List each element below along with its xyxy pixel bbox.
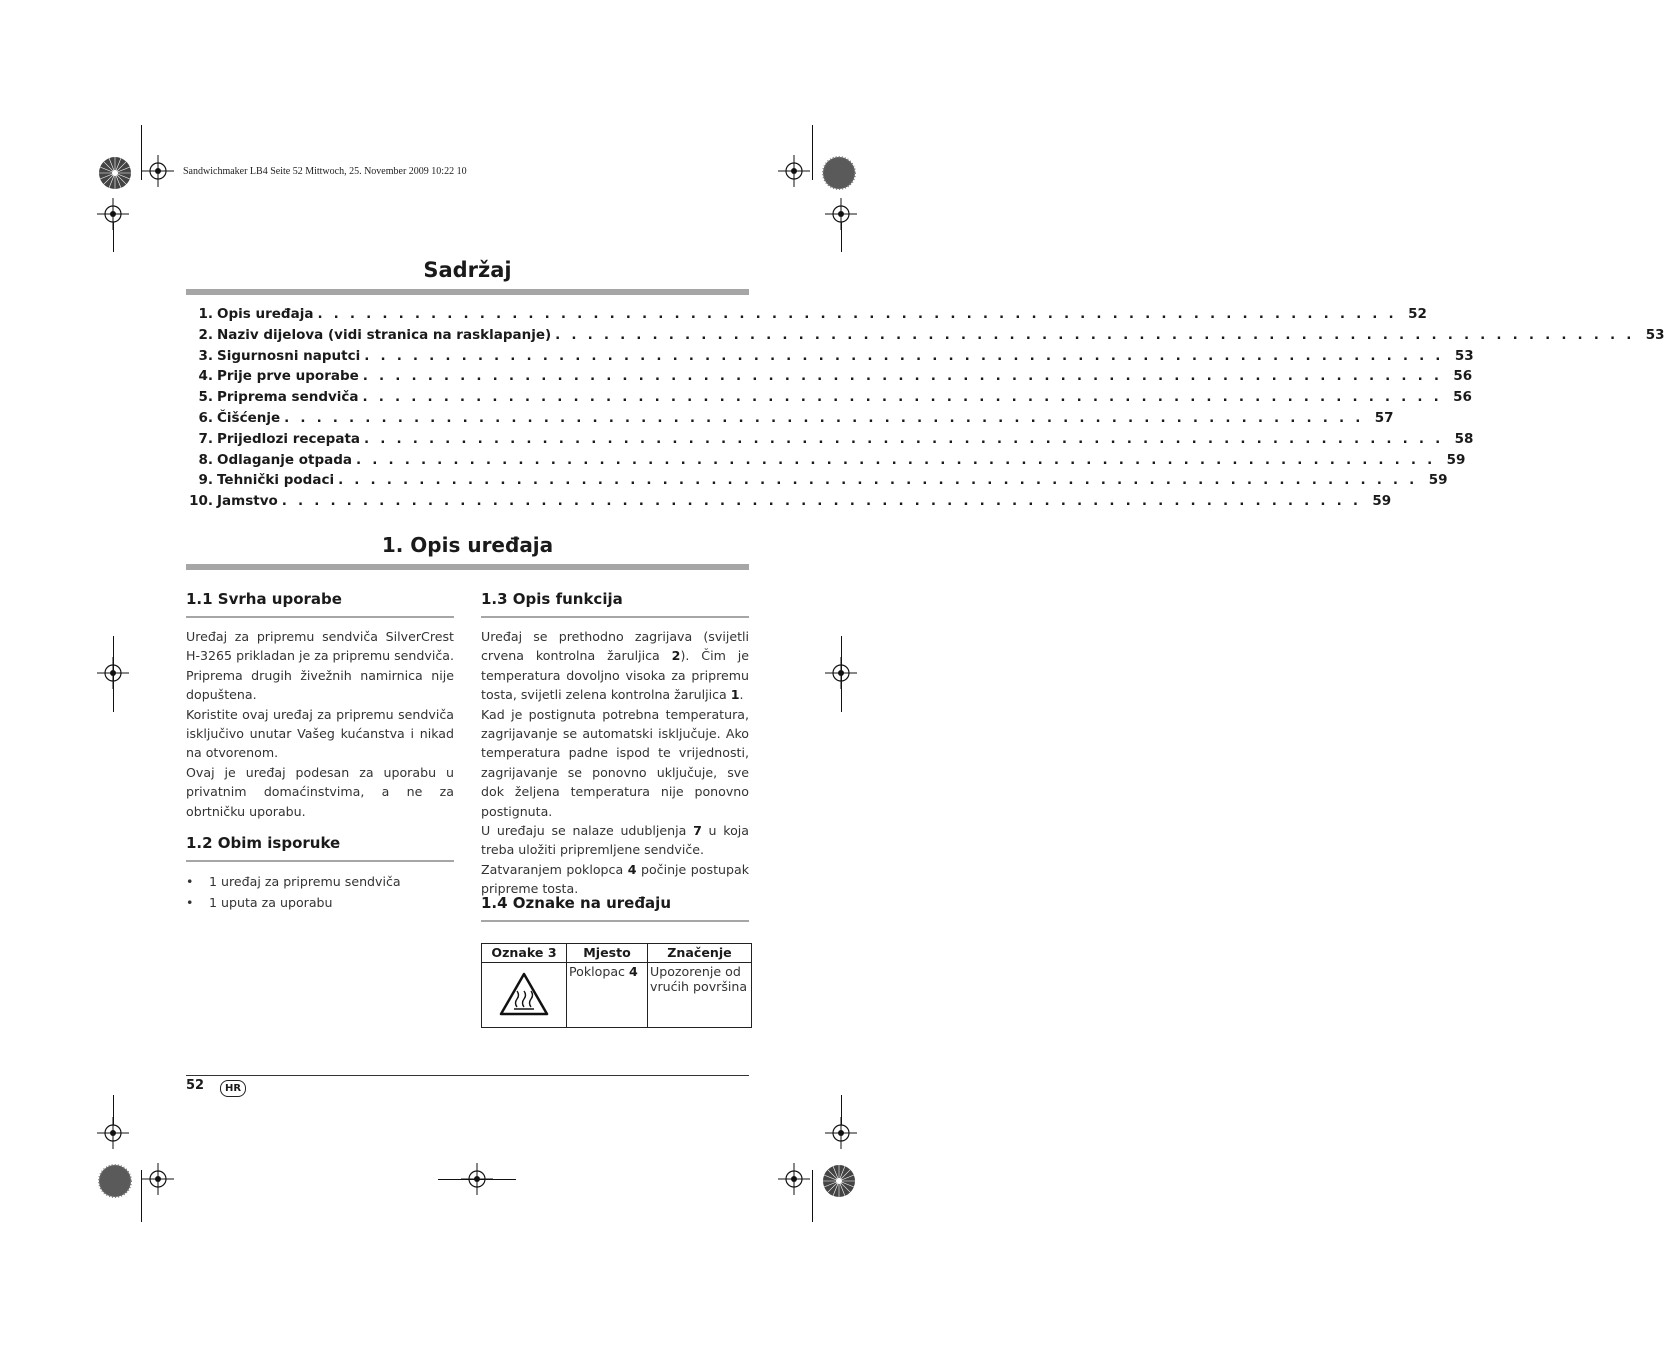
subsection-rule bbox=[186, 616, 454, 618]
device-markings-table bbox=[481, 943, 752, 1028]
subsection-heading: 1.4 Oznake na uređaju bbox=[481, 894, 671, 912]
toc-title: Sadržaj bbox=[423, 258, 512, 282]
subsection-rule bbox=[481, 616, 749, 618]
list-item: • 1 uređaj za pripremu sendviča bbox=[186, 874, 401, 889]
text-block bbox=[481, 627, 749, 899]
text-block bbox=[186, 627, 454, 821]
crop-line bbox=[113, 1095, 114, 1125]
list-item: • 1 uputa za uporabu bbox=[186, 894, 333, 910]
table-cell: Poklopac 4 bbox=[567, 963, 648, 1028]
crosshair-mark-icon bbox=[778, 155, 810, 187]
table-cell: Upozorenje od vrućih površina bbox=[648, 963, 752, 1028]
toc-entry[interactable]: 6. Čišćenje . . . . . . . . . . . . . . . . . . . . . . . . . . . . . . . . . . . . . . . . . . . . . . . . . . . . . . . . . . . . . . . . . . . 57 bbox=[198, 409, 1394, 426]
paragraph: Uređaj se prethodno zagrijava (svijetli crvena kontrolna žaruljica 2). Čim je temperatura dovoljno visoka za pripremu tosta, svijetli zelena kontrolna žaruljica 1. bbox=[481, 629, 749, 703]
crop-line bbox=[812, 125, 813, 180]
toc-title-rule bbox=[186, 289, 749, 295]
toc-entry[interactable]: 10. Jamstvo . . . . . . . . . . . . . . . . . . . . . . . . . . . . . . . . . . . . . . . . . . . . . . . . . . . . . . . . . . . . . . . . . . . 59 bbox=[189, 493, 1392, 510]
subsection-rule bbox=[186, 860, 454, 862]
subsection-heading: 1.2 Obim isporuke bbox=[186, 834, 341, 852]
toc-entry[interactable]: 2. Naziv dijelova (vidi stranica na rasklapanje) . . . . . . . . . . . . . . . . . . . . . . . . . . . . . . . . . . . . . . . . . . . . . . . . . . . . . . . . . . . . . . . . . . . 53 bbox=[198, 326, 1665, 343]
crop-line bbox=[841, 222, 842, 252]
toc-entry[interactable]: 7. Prijedlozi recepata . . . . . . . . . . . . . . . . . . . . . . . . . . . . . . . . . . . . . . . . . . . . . . . . . . . . . . . . . . . . . . . . . . . 58 bbox=[198, 430, 1474, 447]
language-badge: HR bbox=[220, 1080, 246, 1097]
crop-line bbox=[113, 222, 114, 252]
paragraph: Koristite ovaj uređaj za pripremu sendviča isključivo unutar Vašeg kućanstva i nikad na otvorenom. bbox=[186, 706, 454, 761]
toc-entry[interactable]: 5. Priprema sendviča . . . . . . . . . . . . . . . . . . . . . . . . . . . . . . . . . . . . . . . . . . . . . . . . . . . . . . . . . . . . . . . . . . . 56 bbox=[198, 389, 1472, 406]
subsection-rule bbox=[481, 920, 749, 922]
print-header: Sandwichmaker LB4 Seite 52 Mittwoch, 25. November 2009 10:22 10 bbox=[183, 166, 467, 177]
table-cell bbox=[482, 963, 567, 1028]
crosshair-mark-icon bbox=[778, 1163, 810, 1195]
toc-entry[interactable]: 3. Sigurnosni naputci . . . . . . . . . . . . . . . . . . . . . . . . . . . . . . . . . . . . . . . . . . . . . . . . . . . . . . . . . . . . . . . . . . . 53 bbox=[198, 347, 1474, 364]
registration-gray-disc-icon bbox=[97, 1163, 133, 1199]
crop-line bbox=[113, 636, 114, 712]
footer-rule bbox=[186, 1075, 749, 1076]
table-of-contents bbox=[186, 306, 1665, 514]
toc-entry[interactable]: 8. Odlaganje otpada . . . . . . . . . . . . . . . . . . . . . . . . . . . . . . . . . . . . . . . . . . . . . . . . . . . . . . . . . . . . . . . . . . . 59 bbox=[198, 451, 1466, 468]
registration-rosette-icon bbox=[97, 155, 133, 191]
registration-rosette-icon bbox=[821, 1163, 857, 1199]
table-row bbox=[482, 963, 752, 1028]
subsection-heading: 1.3 Opis funkcija bbox=[481, 590, 623, 608]
paragraph: U uređaju se nalaze udubljenja 7 u koja treba uložiti pripremljene sendviče. bbox=[481, 823, 749, 858]
crosshair-mark-icon bbox=[142, 155, 174, 187]
hot-surface-warning-icon bbox=[498, 1005, 550, 1020]
crosshair-mark-icon bbox=[142, 1163, 174, 1195]
crop-line bbox=[141, 1170, 142, 1222]
crop-line bbox=[841, 636, 842, 712]
bullet-list bbox=[186, 872, 401, 913]
crop-line bbox=[141, 125, 142, 180]
table-header: Značenje bbox=[648, 944, 752, 963]
paragraph: Zatvaranjem poklopca 4 počinje postupak pripreme tosta. bbox=[481, 861, 749, 897]
toc-entry[interactable]: 4. Prije prve uporabe . . . . . . . . . . . . . . . . . . . . . . . . . . . . . . . . . . . . . . . . . . . . . . . . . . . . . . . . . . . . . . . . . . . 56 bbox=[198, 368, 1473, 385]
table-header: Oznake 3 bbox=[482, 944, 567, 963]
registration-gray-disc-icon bbox=[821, 155, 857, 191]
crop-line bbox=[812, 1170, 813, 1222]
page-number: 52 bbox=[186, 1078, 205, 1093]
subsection-heading: 1.1 Svrha uporabe bbox=[186, 590, 342, 608]
section-title: 1. Opis uređaja bbox=[381, 533, 554, 557]
crop-line bbox=[841, 1095, 842, 1125]
table-header: Mjesto bbox=[567, 944, 648, 963]
crop-line bbox=[438, 1179, 516, 1180]
toc-entry[interactable]: 1. Opis uređaja . . . . . . . . . . . . . . . . . . . . . . . . . . . . . . . . . . . . . . . . . . . . . . . . . . . . . . . . . . . . . . . . . . . 52 bbox=[198, 306, 1427, 322]
table-header-row bbox=[482, 944, 752, 963]
section-title-rule bbox=[186, 564, 749, 570]
toc-entry[interactable]: 9. Tehnički podaci . . . . . . . . . . . . . . . . . . . . . . . . . . . . . . . . . . . . . . . . . . . . . . . . . . . . . . . . . . . . . . . . . . . 59 bbox=[198, 472, 1448, 489]
paragraph: Ovaj je uređaj podesan za uporabu u privatnim domaćinstvima, a ne za obrtničku uporabu. bbox=[186, 764, 454, 819]
paragraph: Kad je postignuta potrebna temperatura, zagrijavanje se automatski isključuje. Ako temperatura padne ispod te vrijednosti, zagrijavanje se ponovno uključuje, sve dok željena temperatura nije ponovno postignuta. bbox=[481, 706, 749, 819]
paragraph: Uređaj za pripremu sendviča SilverCrest H-3265 prikladan je za pripremu sendviča. Priprema drugih živežnih namirnica nije dopuštena. bbox=[186, 629, 454, 703]
